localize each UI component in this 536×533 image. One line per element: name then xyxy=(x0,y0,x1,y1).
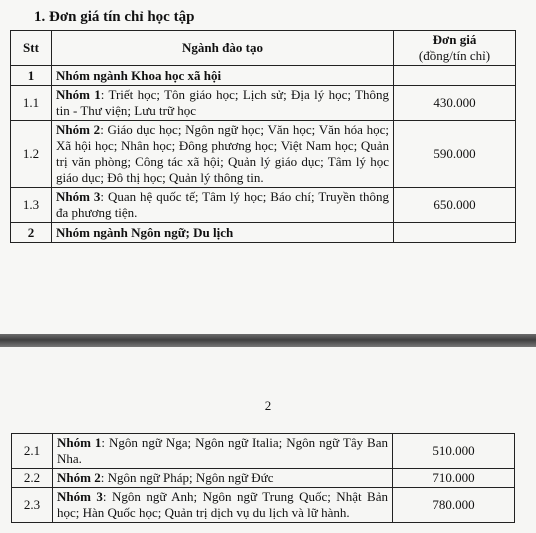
table-header-row xyxy=(11,31,516,66)
group-row xyxy=(11,66,516,86)
group-name: Nhóm ngành Khoa học xã hội xyxy=(52,66,394,86)
group-price xyxy=(394,223,516,243)
header-price-unit: (đồng/tín chỉ) xyxy=(418,48,491,63)
tuition-table-continued xyxy=(11,433,515,523)
row-group-label: Nhóm 3 xyxy=(57,489,103,504)
page-number: 2 xyxy=(264,398,272,413)
row-price: 430.000 xyxy=(394,86,516,121)
row-price: 710.000 xyxy=(393,469,515,488)
group-row xyxy=(11,223,516,243)
row-price: 650.000 xyxy=(394,188,516,223)
group-name: Nhóm ngành Ngôn ngữ; Du lịch xyxy=(52,223,394,243)
row-majors-text: : Triết học; Tôn giáo học; Lịch sử; Địa lý học; Thông tin - Thư viện; Lưu trữ học xyxy=(56,87,389,118)
row-majors xyxy=(53,488,393,523)
table-row xyxy=(12,469,515,488)
table-row xyxy=(11,188,516,223)
row-majors xyxy=(53,434,393,469)
row-majors xyxy=(52,121,394,188)
row-stt: 1.3 xyxy=(11,188,52,223)
row-majors xyxy=(53,469,393,488)
row-majors-text: : Giáo dục học; Ngôn ngữ học; Văn học; Văn hóa học; Xã hội học; Nhân học; Đông phương học; Việt Nam học; Quản trị văn phòng; Công tác xã hội; Quản lý giáo dục; Tâm lý học giáo dục; Đô thị học; Quản lý thông tin. xyxy=(56,122,389,185)
row-stt: 2.3 xyxy=(12,488,53,523)
row-majors xyxy=(52,188,394,223)
page-separator xyxy=(0,334,536,347)
row-stt: 1.1 xyxy=(11,86,52,121)
row-group-label: Nhóm 1 xyxy=(56,87,101,102)
row-price: 780.000 xyxy=(393,488,515,523)
table-row xyxy=(12,434,515,469)
group-stt: 2 xyxy=(11,223,52,243)
header-price-title: Đơn giá xyxy=(432,32,477,47)
row-price: 590.000 xyxy=(394,121,516,188)
row-group-label: Nhóm 2 xyxy=(57,470,101,485)
header-stt: Stt xyxy=(11,31,52,66)
row-stt: 1.2 xyxy=(11,121,52,188)
row-majors-text: : Quan hệ quốc tế; Tâm lý học; Báo chí; Truyền thông đa phương tiện. xyxy=(56,189,389,220)
row-group-label: Nhóm 2 xyxy=(56,122,101,137)
row-group-label: Nhóm 1 xyxy=(57,435,102,450)
row-stt: 2.1 xyxy=(12,434,53,469)
group-stt: 1 xyxy=(11,66,52,86)
table-row xyxy=(12,488,515,523)
tuition-table xyxy=(10,30,516,243)
group-price xyxy=(394,66,516,86)
header-major: Ngành đào tạo xyxy=(52,31,394,66)
table-row xyxy=(11,121,516,188)
row-majors-text: : Ngôn ngữ Pháp; Ngôn ngữ Đức xyxy=(100,470,274,485)
row-group-label: Nhóm 3 xyxy=(56,189,101,204)
header-price xyxy=(394,31,516,66)
section-title: 1. Đơn giá tín chỉ học tập xyxy=(34,9,195,25)
table-row xyxy=(11,86,516,121)
row-majors xyxy=(52,86,394,121)
row-majors-text: : Ngôn ngữ Nga; Ngôn ngữ Italia; Ngôn ngữ Tây Ban Nha. xyxy=(57,435,388,466)
row-stt: 2.2 xyxy=(12,469,53,488)
row-price: 510.000 xyxy=(393,434,515,469)
row-majors-text: : Ngôn ngữ Anh; Ngôn ngữ Trung Quốc; Nhật Bản học; Hàn Quốc học; Quản trị dịch vụ du lịch và lữ hành. xyxy=(57,489,388,520)
